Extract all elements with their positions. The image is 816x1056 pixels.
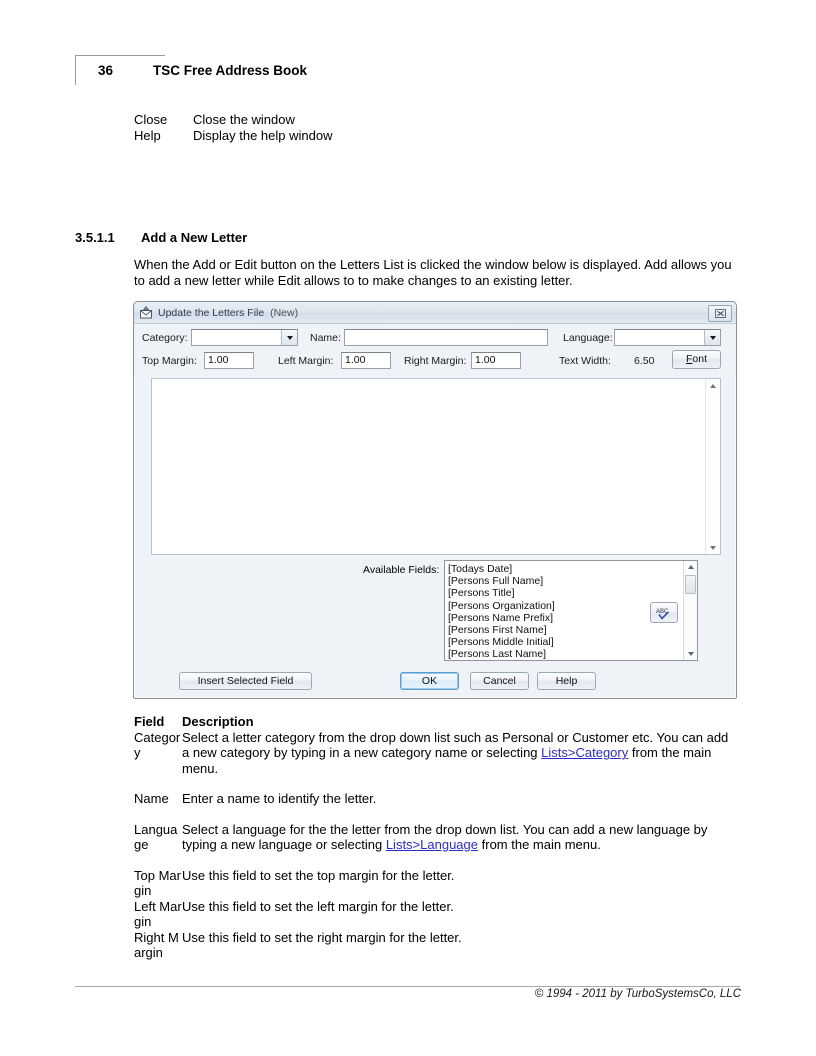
available-fields-items [445,561,683,661]
insert-selected-field-button[interactable]: Insert Selected Field [179,672,312,690]
lists-category-link[interactable]: Lists>Category [541,745,629,760]
row-description-text: Select a letter category from the drop down list such as Personal or Customer etc. You can add a new category by typing in a new category name or selecting [182,729,729,760]
section-heading [75,230,247,245]
row-field: Language [134,821,178,852]
footer-rule [75,986,740,987]
dialog-toolbar [134,324,736,376]
spell-check-button[interactable] [650,602,678,623]
row-field: Name [134,791,169,806]
help-button[interactable]: Help [537,672,596,690]
definition-description: Display the help window [193,127,333,143]
row-spacer [134,807,734,822]
page-header [75,55,740,87]
chevron-down-icon[interactable] [704,330,720,345]
row-description-tail: from the main menu. [182,745,712,776]
row-description-tail: from the main menu. [481,837,601,852]
column-header-description: Description [182,714,254,729]
language-value [615,330,705,345]
field-description-table [134,714,734,961]
available-fields-label: Available Fields: [363,564,440,576]
row-spacer [134,853,734,868]
row-description: Use this field to set the right margin for the letter. [182,929,462,945]
list-item[interactable]: [Persons Middle Initial] [448,636,554,649]
row-spacer [134,776,734,791]
scroll-up-icon[interactable] [706,379,720,392]
lists-language-link[interactable]: Lists>Language [385,837,478,852]
cancel-button[interactable]: Cancel [470,672,529,690]
left-margin-label: Left Margin: [278,355,334,367]
top-margin-label: Top Margin: [142,355,197,367]
footer-copyright: © 1994 - 2011 by TurboSystemsCo, LLC [534,988,741,1000]
font-button-label: ont [692,353,708,366]
definition-term: Help [134,127,161,143]
list-item[interactable]: [Persons Name Prefix] [448,611,554,624]
table-row [134,791,734,807]
top-margin-input[interactable]: 1.00 [204,352,254,369]
row-description: Use this field to set the left margin for the letter. [182,898,454,914]
category-combobox[interactable] [191,329,298,346]
section-number: 3.5.1.1 [75,230,115,245]
right-margin-label: Right Margin: [404,355,467,367]
scroll-up-icon[interactable] [684,561,697,573]
intro-definition-list [134,112,734,143]
ok-button[interactable]: OK [400,672,459,690]
table-header-row [134,714,734,730]
language-combobox[interactable] [614,329,721,346]
definition-description: Close the window [193,112,295,127]
scroll-down-icon[interactable] [706,541,720,554]
section-paragraph: When the Add or Edit button on the Letters List is clicked the window below is displayed. Add allows you to add a new letter while Edit allows to to make changes to an existing letter. [134,257,732,288]
row-description-text: Select a language for the the letter from the drop down list. You can add a new language by typing a new language or selecting [182,821,708,852]
list-item[interactable]: [Persons Full Name] [448,575,544,588]
row-field: Top Margin [134,867,181,898]
list-item[interactable]: [Persons Organization] [448,599,555,612]
table-row [134,930,734,961]
chevron-down-icon[interactable] [281,330,297,345]
row-description: Use this field to set the top margin for the letter. [182,867,455,883]
table-row [134,822,734,853]
left-margin-input[interactable]: 1.00 [341,352,391,369]
list-item[interactable]: [Persons Title] [448,587,515,600]
right-margin-input[interactable]: 1.00 [471,352,521,369]
table-row [134,868,734,899]
dialog-footer [134,666,736,698]
column-header-field: Field [134,714,165,729]
font-button[interactable] [672,350,721,369]
text-width-value: 6.50 [634,355,655,367]
close-icon[interactable] [708,305,732,322]
update-letters-file-dialog [133,301,737,699]
section-title: Add a New Letter [141,230,248,245]
font-button-accel: F [685,353,693,366]
scrollbar-thumb[interactable] [685,575,696,594]
name-label: Name: [310,332,341,344]
list-item[interactable]: [Todays Date] [448,563,513,575]
page-title: TSC Free Address Book [153,63,308,78]
list-item[interactable]: [Persons Last Name] [448,648,547,661]
row-field: Right Margin [134,929,179,960]
letter-body-text [152,379,720,385]
text-width-label: Text Width: [559,355,611,367]
row-description: Enter a name to identify the letter. [182,791,377,806]
page-number: 36 [98,63,114,78]
row-field: Category [134,729,181,760]
svg-text:ABC: ABC [656,608,669,615]
language-label: Language: [563,332,613,344]
row-description [182,822,734,853]
letter-body-editor[interactable] [151,378,721,555]
row-description [182,730,734,777]
header-horizontal-rule [75,55,165,56]
listbox-vertical-scrollbar[interactable] [683,561,697,660]
definition-row [134,112,734,128]
definition-term: Close [134,112,168,127]
scroll-down-icon[interactable] [684,648,697,660]
spell-check-icon [655,606,673,620]
letter-window-icon [140,306,153,319]
name-input[interactable] [344,329,548,346]
definition-row [134,128,734,144]
category-value [192,330,282,345]
editor-vertical-scrollbar[interactable] [705,379,720,554]
list-item[interactable]: [Persons First Name] [448,624,547,637]
category-label: Category: [142,332,188,344]
dialog-title-bar [134,302,736,324]
table-row [134,730,734,777]
table-row [134,899,734,930]
header-vertical-rule [75,55,76,85]
row-field: Left Margin [134,898,182,929]
dialog-title: Update the Letters File (New) [158,307,299,319]
